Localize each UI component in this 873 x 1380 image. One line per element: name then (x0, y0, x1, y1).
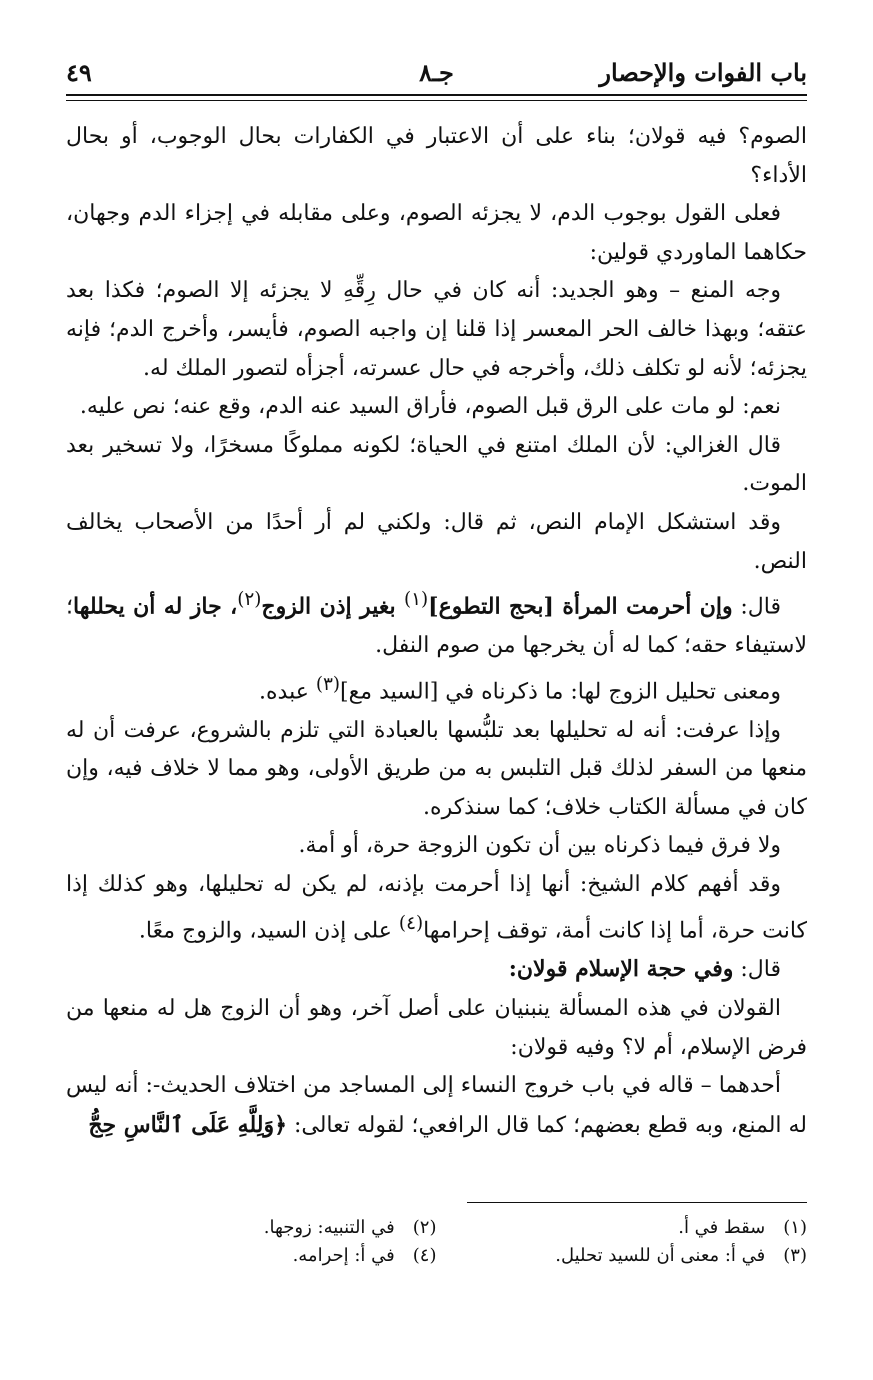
footnote-number: (٣) (783, 1245, 807, 1266)
matn-text: بغير إذن الزوج (261, 593, 404, 620)
text-run: عبده. (259, 678, 316, 704)
footnote-ref: (١) (404, 589, 429, 611)
paragraph: وإذا عرفت: أنه له تحليلها بعد تلبُّسها بالعبادة التي تلزم بالشروع، عرفت أن له منعها من السفر لذلك قبل التلبس به من طريق الأولى، وهو مما لا خلاف فيه، وإن كان في مسألة الكتاب خلاف؛ كما سنذكره. (66, 717, 807, 820)
paragraph (66, 1067, 807, 1145)
footnote-ref: (٢) (237, 589, 262, 611)
page-number: ٤٩ (66, 58, 92, 87)
footnote-number: (٢) (412, 1217, 437, 1238)
paragraph-matn (66, 581, 807, 666)
main-text (66, 118, 807, 1145)
footnote-row (66, 1214, 807, 1242)
matn-text: ، جاز له أن يحللها (73, 593, 238, 620)
footnote-ref: (٤) (398, 912, 424, 934)
text-run: على إذن السيد، والزوج معًا. (138, 917, 399, 943)
footnote-rule (467, 1202, 807, 1203)
paragraph: القولان في هذه المسألة ينبنيان على أصل آخر، وهو أن الزوج هل له منعها من فرض الإسلام، أم لا؟ وفيه قولان: (66, 996, 807, 1060)
text-run: ومعنى تحليل الزوج لها: ما ذكرناه في [السيد مع] (340, 678, 781, 704)
quran-verse: ﴿وَلِلَّهِ عَلَى ٱلنَّاسِ حِجُّ (88, 1111, 287, 1138)
commentary-text: ؛ لاستيفاء حقه؛ كما له أن يخرجها من صوم النفل. (66, 594, 807, 659)
running-header (66, 58, 807, 92)
paragraph: الصوم؟ فيه قولان؛ بناء على أن الاعتبار في الكفارات بحال الوجوب، أو بحال الأداء؟ (66, 124, 807, 188)
paragraph: وجه المنع – وهو الجديد: أنه كان في حال رِقِّهِ لا يجزئه إلا الصوم؛ فكذا بعد عتقه؛ وبهذا خالف الحر المعسر إذا قلنا إن واجبه الصوم، فأيسر، وأخرج الدم؛ فإنه يجزئه؛ لأنه لو تكلف ذلك، وأخرجه في حال عسرته، أجزأه لتصور الملك له. (66, 278, 807, 381)
matn-text: وإن أحرمت المرأة [بحج التطوع] (428, 593, 733, 620)
footnotes (66, 1214, 807, 1270)
footnote-3 (437, 1242, 808, 1270)
footnote-4 (66, 1242, 437, 1270)
paragraph: وقد استشكل الإمام النص، ثم قال: ولكني لم أر أحدًا من الأصحاب يخالف النص. (66, 509, 807, 574)
text-run: أحدهما – قاله في باب خروج النساء إلى المساجد من اختلاف الحديث-: أنه ليس له المنع، وبه قطع بعضهم؛ كما قال الرافعي؛ لقوله تعالى: (66, 1073, 807, 1138)
paragraph: ولا فرق فيما ذكرناه بين أن تكون الزوجة حرة، أو أمة. (298, 833, 781, 859)
paragraph (66, 666, 807, 712)
footnote-text: في أ: معنى أن للسيد تحليل. (555, 1245, 766, 1266)
chapter-title: باب الفوات والإحصار (599, 58, 807, 87)
header-rule (66, 94, 807, 96)
paragraph: نعم: لو مات على الرق قبل الصوم، فأراق السيد عنه الدم، وقع عنه؛ نص عليه. (79, 394, 781, 420)
matn-text: وفي حجة الإسلام قولان: (508, 956, 734, 983)
volume-number: جـ٨ (419, 58, 454, 87)
paragraph: فعلى القول بوجوب الدم، لا يجزئه الصوم، وعلى مقابله في إجزاء الدم وجهان، حكاهما الماوردي قولين: (66, 201, 807, 265)
footnote-text: سقط في أ. (678, 1217, 766, 1238)
footnote-number: (٤) (412, 1245, 437, 1266)
footnote-2 (66, 1214, 437, 1242)
footnote-row (66, 1242, 807, 1270)
header-rule-thin (66, 100, 807, 101)
qal-label: قال: (732, 594, 781, 620)
footnote-1 (437, 1214, 808, 1242)
footnote-text: في التنبيه: زوجها. (263, 1217, 395, 1238)
footnote-text: في أ: إحرامه. (292, 1245, 395, 1266)
paragraph-matn (66, 950, 807, 990)
footnote-number: (١) (783, 1217, 807, 1238)
text-run: وقد أفهم كلام الشيخ: أنها إذا أحرمت بإذنه، لم يكن له تحليلها، وهو كذلك إذا كانت حرة، أما إذا كانت أمة، توقف إحرامها (66, 871, 807, 943)
qal-label: قال: (733, 957, 781, 983)
paragraph: قال الغزالي: لأن الملك امتنع في الحياة؛ لكونه مملوكًا مسخرًا، ولا تسخير بعد الموت. (66, 432, 807, 497)
footnote-ref: (٣) (315, 673, 341, 695)
paragraph (66, 866, 807, 951)
